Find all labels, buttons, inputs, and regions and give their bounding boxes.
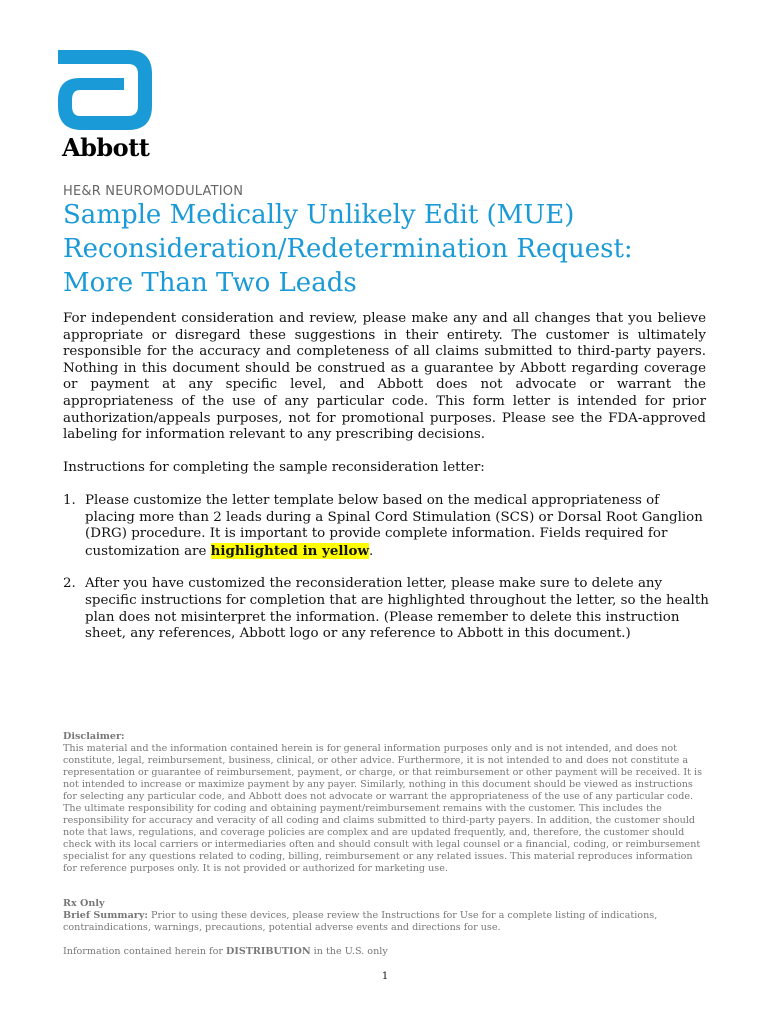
title-line-2: Reconsideration/Redetermination Request: [63,234,633,264]
instruction-step [63,576,713,642]
step-text: Please customize the letter template below based on the medical appropriateness of placing more than 2 leads during a Spinal Cord Stimulation (SCS) or Dorsal Root Ganglion (DRG) procedure. It is important to provide complete information. Fields required for customization are [85,493,703,559]
instructions-list [63,493,713,659]
instructions-heading: Instructions for completing the sample reconsideration letter: [63,460,485,475]
brief-summary-text: Prior to using these devices, please review the Instructions for Use for a complete listing of indications, contraindications, warnings, precautions, potential adverse events and directions for use. [63,910,658,933]
step-number: 2. [63,576,76,592]
disclaimer [63,731,703,875]
abbott-logo-icon [58,50,152,130]
distribution-bold: DISTRIBUTION [226,946,311,957]
distribution-note [63,946,388,957]
document-title [63,198,743,300]
step-text: After you have customized the reconsideration letter, please make sure to delete any specific instructions for completion that are highlighted throughout the letter, so the health plan does not misinterpret the information. (Please remember to delete this instruction sheet, any references, Abbott logo or any reference to Abbott in this document.) [85,576,709,642]
section-label: HE&R NEUROMODULATION [63,184,244,199]
title-line-1: Sample Medically Unlikely Edit (MUE) [63,200,575,230]
highlighted-text: highlighted in yellow [210,542,369,559]
distribution-prefix: Information contained herein for [63,946,227,957]
disclaimer-text: This material and the information contained herein is for general information purposes only and is not intended, and does not constitute, legal, reimbursement, business, clinical, or other advice. Furthermore, it is not intended to and does not constitute a representation or guarantee of reimbursement, payment, or charge, or that reimbursement or other payment will be received. It is not intended to increase or maximize payment by any payer. Similarly, nothing in this document should be viewed as instructions for selecting any particular code, and Abbott does not advocate or warrant the appropriateness of the use of any particular code. The ultimate responsibility for coding and obtaining payment/reimbursement remains with the customer. This includes the responsibility for accuracy and veracity of all coding and claims submitted to third-party payers. In addition, the customer should note that laws, regulations, and coverage policies are complex and are updated frequently, and, therefore, the customer should check with its local carriers or intermediaries often and should consult with legal counsel or a financial, coding, or reimbursement specialist for any questions related to coding, billing, reimbursement or any related issues. This material reproduces information for reference purposes only. It is not provided or authorized for marketing use. [63,743,703,874]
step-number: 1. [63,493,76,508]
brief-summary-label: Brief Summary: [63,910,148,921]
rx-only-label: Rx Only [63,898,105,909]
step-text-end: . [368,543,374,559]
page-number: 1 [381,971,389,982]
brief-summary [63,910,703,934]
disclaimer-label: Disclaimer: [63,731,125,742]
distribution-suffix: in the U.S. only [310,946,388,957]
abbott-wordmark: Abbott [62,133,150,162]
rx-section [63,898,703,934]
title-line-3: More Than Two Leads [63,268,357,298]
intro-paragraph: For independent consideration and review, please make any and all changes that you believe appropriate or disregard these suggestions in their entirety. The customer is ultimately responsible for the accuracy and completeness of all claims submitted to third-party payers. Nothing in this document should be construed as a guarantee by Abbott regarding coverage or payment at any specific level, and Abbott does not advocate or warrant the appropriateness of the use of any particular code. This form letter is intended for prior authorization/appeals purposes, not for promotional purposes. Please see the FDA-approved labeling for information relevant to any prescribing decisions. [63,311,706,443]
instruction-step [63,493,713,560]
